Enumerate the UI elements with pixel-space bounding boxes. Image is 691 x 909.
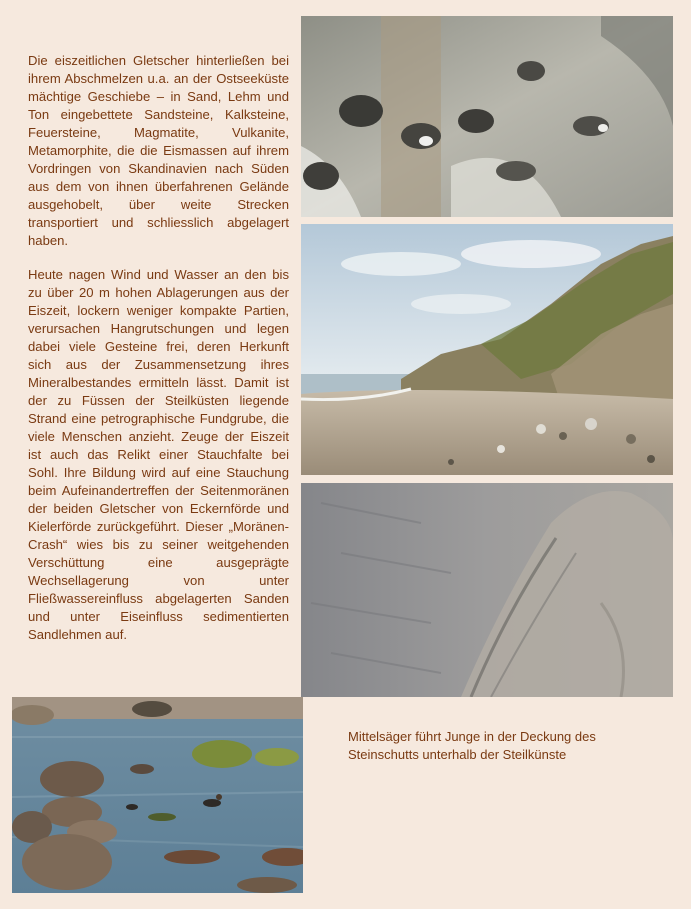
article-text xyxy=(28,52,289,660)
photo-stauchfalte-sediment xyxy=(301,483,673,697)
photo-cliff-nest-holes xyxy=(301,16,673,217)
photo-caption: Mittelsäger führt Junge in der Deckung des Steinschutts unterhalb der Steilkünste xyxy=(348,729,596,762)
paragraph-glacial-deposits: Die eiszeitlichen Gletscher hinterließen bei ihrem Abschmelzen u.a. an der Ostseeküste mächtige Geschiebe – in Sand, Lehm und Ton eingebettete Sandsteine, Kalksteine, Feuersteine, Magmatite, Vulkanite, Metamorphite, die die Eismassen auf ihrem Vordringen von Skandinavien nach Süden aus dem von ihnen überfahrenen Gelände ausgehobelt, über weite Strecken transportiert und schliesslich abgelagert haben. xyxy=(28,53,289,249)
photo-steep-coast-beach xyxy=(301,224,673,475)
photo-stones-water-ducks xyxy=(12,697,303,893)
paragraph-erosion: Heute nagen Wind und Wasser an den bis zu über 20 m hohen Ablagerungen aus der Eiszeit, lockern weniger kompakte Partien, verursachen Hangrutschungen und legen dabei viele Gesteine frei, deren Herkunft sich aus der Zusammensetzung ihres Mineralbestandes ermitteln lässt. Damit ist der zu Füssen der Steilküsten liegende Strand eine petrographische Fundgrube, die viele Menschen anzieht. Zeuge der Eiszeit ist auch das Relikt einer Stauchfalte bei Sohl. Ihre Bildung wird auf eine Stauchung beim Aufeinandertreffen der Seitenmoränen der beiden Gletscher von Eckernförde und Kielerförde zurückgeführt. Dieser „Moränen-Crash“ wies bis zu seiner weitgehenden Verschüttung eine ausgeprägte Wechsellagerung von unter Fließwassereinfluss abgelagerten Sanden und unter Eiseinfluss sedimentierten Sandlehmen auf. xyxy=(28,266,289,643)
